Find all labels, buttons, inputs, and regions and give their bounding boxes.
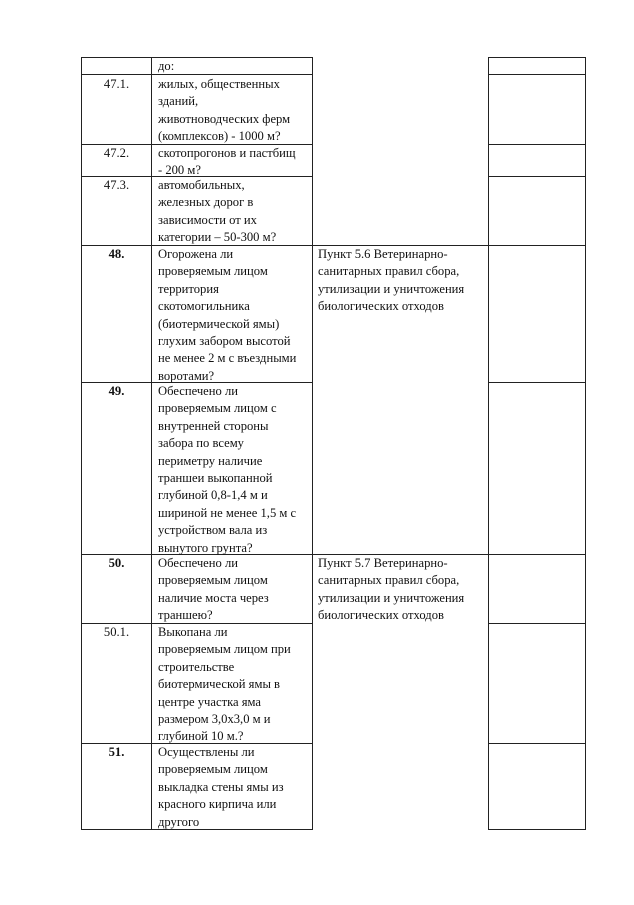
question-cell: автомобильных, железных дорог в зависимости от их категории – 50-300 м? xyxy=(158,178,277,245)
reference-cell: Пункт 5.6 Ветеринарно- санитарных правил сбора, утилизации и уничтожения биологических отходов xyxy=(318,247,465,314)
item-number: 47.2. xyxy=(103,146,130,160)
item-number: 49. xyxy=(108,384,125,398)
row-divider xyxy=(488,176,586,177)
table-border-right xyxy=(585,57,586,830)
row-divider xyxy=(488,623,586,624)
item-number: 48. xyxy=(108,247,125,261)
row-divider xyxy=(488,382,586,383)
table-border-col2 xyxy=(312,57,313,830)
table-border-left xyxy=(81,57,82,830)
item-number: 50. xyxy=(108,556,125,570)
table-border-bottom-right xyxy=(488,829,586,830)
table-border-col1 xyxy=(151,57,152,830)
question-cell: Выкопана ли проверяемым лицом при строительстве биотермической ямы в центре участка яма размером 3,0х3,0 м и глубиной 10 м.? xyxy=(158,625,291,744)
row-divider xyxy=(488,743,586,744)
question-cell: до: xyxy=(158,59,175,73)
question-cell: жилых, общественных зданий, животноводческих ферм (комплексов) - 1000 м? xyxy=(158,77,291,144)
item-number: 47.3. xyxy=(103,178,130,192)
row-divider xyxy=(488,74,586,75)
question-cell: Обеспечено ли проверяемым лицом с внутренней стороны забора по всему периметру наличие траншеи выкопанной глубиной 0,8-1,4 м и шириной не менее 1,5 м с устройством вала из вынутого грунта? xyxy=(158,384,297,555)
table-border-top-right xyxy=(488,57,586,58)
question-cell: скотопрогонов и пастбищ - 200 м? xyxy=(158,146,296,178)
question-cell: Осуществлены ли проверяемым лицом выкладка стены ямы из красного кирпича или другого xyxy=(158,745,284,829)
item-number: 51. xyxy=(108,745,125,759)
question-cell: Огорожена ли проверяемым лицом территория скотомогильника (биотермической ямы) глухим забором высотой не менее 2 м с въездными воротами? xyxy=(158,247,297,383)
row-divider xyxy=(488,144,586,145)
reference-cell: Пункт 5.7 Ветеринарно- санитарных правил сбора, утилизации и уничтожения биологических отходов xyxy=(318,556,465,623)
table-border-col3 xyxy=(488,57,489,830)
question-cell: Обеспечено ли проверяемым лицом наличие моста через траншею? xyxy=(158,556,269,623)
item-number: 50.1. xyxy=(103,625,130,639)
item-number: 47.1. xyxy=(103,77,130,91)
